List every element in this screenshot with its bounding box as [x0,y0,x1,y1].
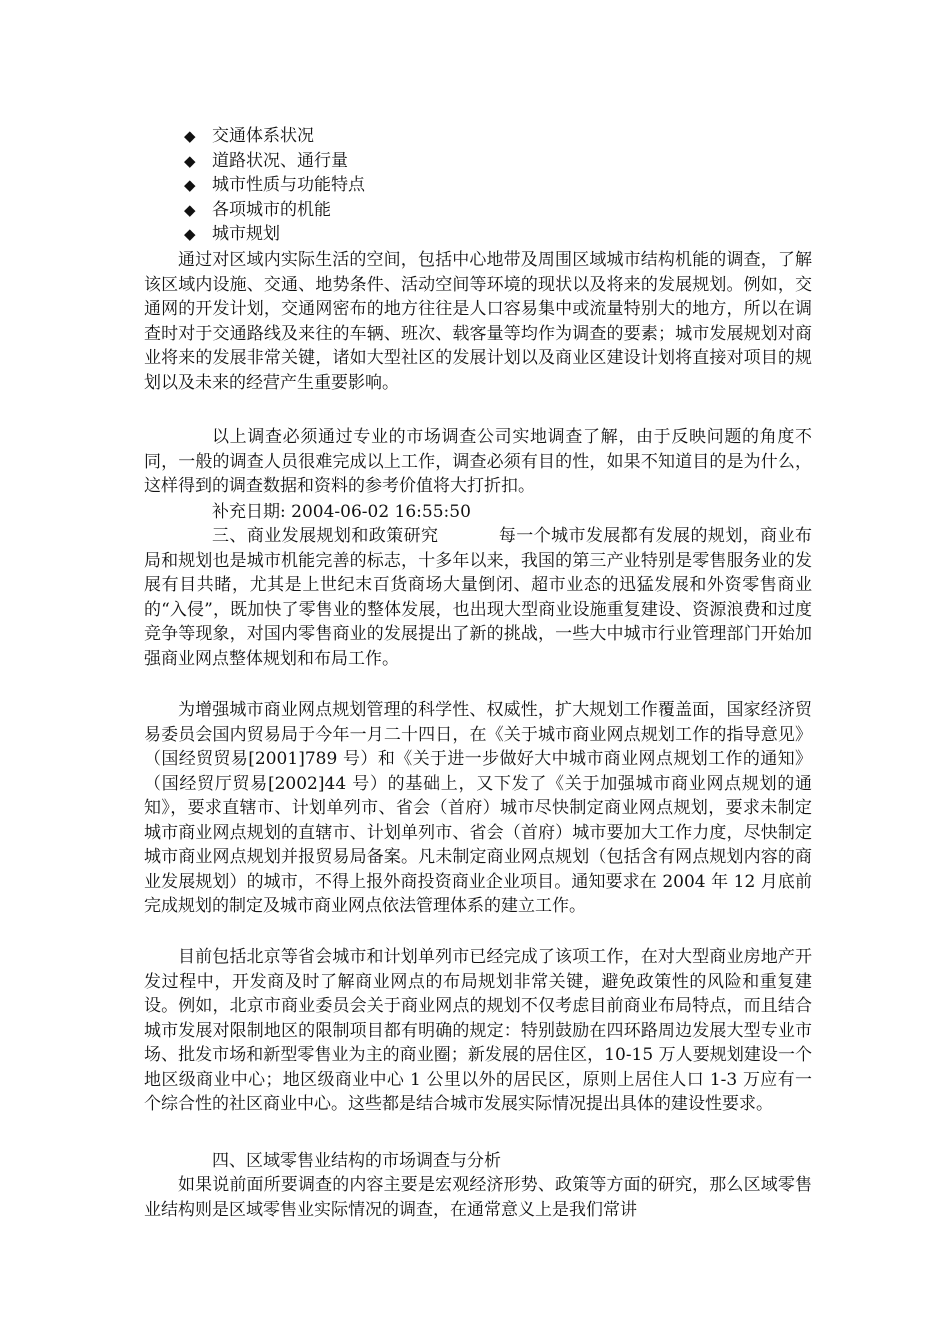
bullet-text: 城市性质与功能特点 [212,175,365,195]
bullet-text: 各项城市的机能 [212,199,331,220]
list-item [144,173,812,198]
paragraph-retail-structure: 如果说前面所要调查的内容主要是宏观经济形势、政策等方面的研究，那么区域零售业结构则是区域零售业实际情况的调查，在通常意义上是我们常讲 [144,1175,812,1220]
diamond-bullet-icon: ◆ [184,200,196,219]
section-4-heading: 四、区域零售业结构的市场调查与分析 [212,1151,501,1171]
bullet-text: 城市规划 [212,224,280,244]
section-3-body: 每一个城市发展都有发展的规划，商业布局和规划也是城市机能完善的标志，十多年以来，我国的第三产业特别是零售服务业的发展有目共睹，尤其是上世纪末百货商场大量倒闭、超市业态的迅猛发展和外资零售商业的“入侵”，既加快了零售业的整体发展，也出现大型商业设施重复建设、资源浪费和过度竞争等现象，对国内零售商业的发展提出了新的挑战，一些大中城市行业管理部门开始加强商业网点整体规划和布局工作。 [144,526,813,669]
bullet-text: 道路状况、通行量 [212,150,348,171]
diamond-bullet-icon: ◆ [184,151,196,170]
list-item [144,198,812,223]
list-item [144,149,812,174]
diamond-bullet-icon: ◆ [184,225,196,243]
paragraph-urban-structure: 通过对区域内实际生活的空间，包括中心地带及周围区域城市结构机能的调查，了解该区域内设施、交通、地势条件、活动空间等环境的现状以及将来的发展规划。例如，交通网的开发计划，交通网密布的地方往往是人口容易集中或流量特别大的地方，所以在调查时对于交通路线及来往的车辆、班次、载客量等均作为调查的要素；城市发展规划对商业将来的发展非常关键，诸如大型社区的发展计划以及商业区建设计划将直接对项目的规划以及未来的经营产生重要影响。 [144,250,812,393]
list-item [144,124,812,149]
supplement-date: 补充日期: 2004-06-02 16:55:50 [212,502,471,522]
paragraph-survey-note: 以上调查必须通过专业的市场调查公司实地调查了解，由于反映问题的角度不同，一般的调查人员很难完成以上工作，调查必须有目的性，如果不知道目的是为什么，这样得到的调查数据和资料的参考价值将大打折扣。 [144,427,812,496]
diamond-bullet-icon: ◆ [184,176,196,194]
bullet-list [144,124,812,247]
paragraph-planning-policy: 为增强城市商业网点规划管理的科学性、权威性，扩大规划工作覆盖面，国家经济贸易委员会国内贸易局于今年一月二十四日，在《关于城市商业网点规划工作的指导意见》（国经贸贸易[2001]789 号）和《关于进一步做好大中城市商业网点规划工作的通知》（国经贸厅贸易[2002]44 号）的基础上，又下发了《关于加强城市商业网点规划的通知》，要求直辖市、计划单列市、省会（首府）城市尽快制定商业网点规划，要求未制定城市商业网点规划的直辖市、计划单列市、省会（首府）城市要加大工作力度，尽快制定城市商业网点规划并报贸易局备案。凡未制定商业网点规划（包括含有网点规划内容的商业发展规划）的城市，不得上报外商投资商业企业项目。通知要求在 2004 年 12 月底前完成规划的制定及城市商业网点依法管理体系的建立工作。 [144,700,812,916]
section-3-heading: 三、商业发展规划和政策研究 [212,526,439,546]
bullet-text: 交通体系状况 [212,126,314,146]
paragraph-beijing-example: 目前包括北京等省会城市和计划单列市已经完成了该项工作，在对大型商业房地产开发过程中，开发商及时了解商业网点的布局规划非常关键，避免政策性的风险和重复建设。例如，北京市商业委员会关于商业网点的规划不仅考虑目前商业布局特点，而且结合城市发展对限制地区的限制项目都有明确的规定：特别鼓励在四环路周边发展大型专业市场、批发市场和新型零售业为主的商业圈；新发展的居住区，10-15 万人要规划建设一个地区级商业中心；地区级商业中心 1 公里以外的居民区，原则上居住人口 1-3 万应有一个综合性的社区商业中心。这些都是结合城市发展实际情况提出具体的建设性要求。 [144,947,812,1114]
diamond-bullet-icon: ◆ [184,127,196,145]
section-3-paragraph [144,524,812,671]
list-item [144,222,812,247]
